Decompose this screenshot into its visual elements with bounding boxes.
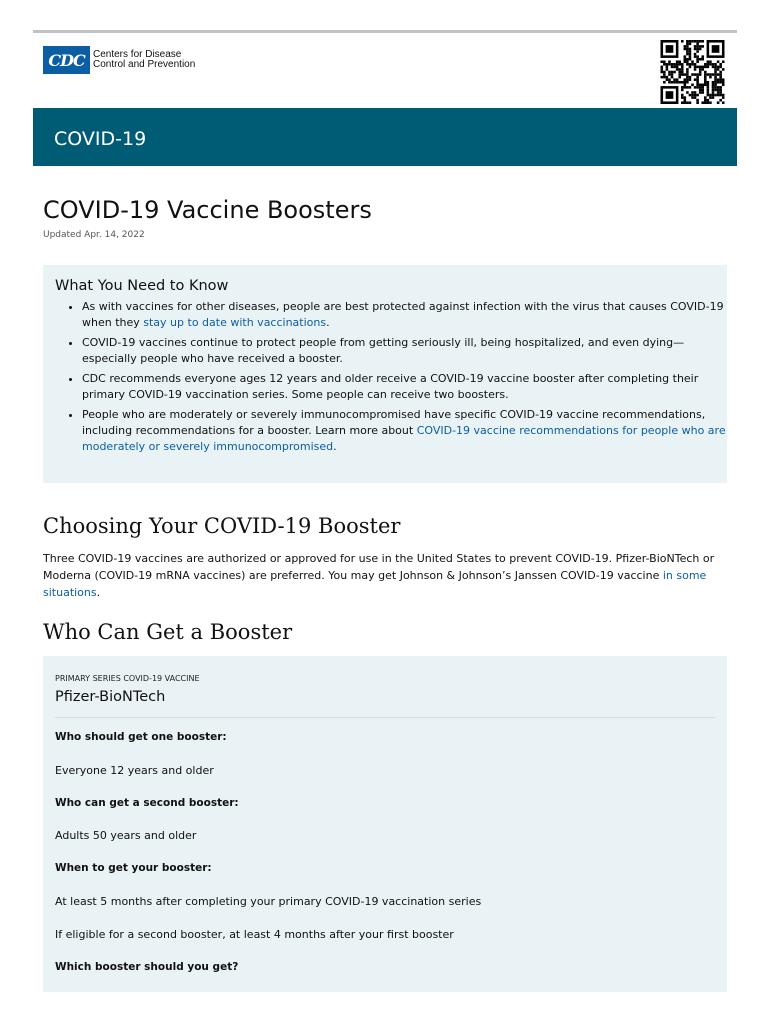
what-you-need-to-know-box: [43, 265, 727, 483]
choosing-text-end: .: [96, 586, 101, 599]
org-name-line1: Centers for Disease: [93, 49, 182, 60]
section-banner: [33, 108, 737, 166]
list-item: [82, 299, 732, 331]
list-item: [82, 335, 732, 367]
vaccine-name: Pfizer-BioNTech: [55, 689, 166, 705]
list-item-text: .: [326, 316, 330, 329]
top-rule: [33, 30, 737, 33]
question-one-booster: Who should get one booster:: [55, 731, 227, 743]
list-item-text: COVID-19 vaccines continue to protect people from getting seriously ill, being hospitalized, and even dying—especially people who have received a booster.: [82, 336, 685, 365]
qr-code-icon: [659, 40, 726, 104]
cdc-logo-mark: [43, 46, 90, 74]
choosing-text-body: Three COVID-19 vaccines are authorized or approved for use in the United States to prevent COVID-19. Pfizer-BioNTech or Moderna (COVID-19 mRNA vaccines) are preferred. You may get Johnson & Johnson’s Janssen COVID-19 vaccine: [43, 552, 715, 582]
know-box-title: What You Need to Know: [55, 278, 229, 294]
vaccine-card: [43, 656, 727, 992]
stay-up-to-date-link[interactable]: stay up to date with vaccinations: [143, 316, 327, 329]
cdc-logo[interactable]: [43, 46, 195, 74]
question-second-booster: Who can get a second booster:: [55, 797, 239, 809]
answer-one-booster: Everyone 12 years and older: [55, 764, 214, 777]
cdc-logo-text: [93, 50, 195, 70]
choosing-heading: Choosing Your COVID-19 Booster: [43, 514, 401, 538]
vaccine-card-label: PRIMARY SERIES COVID-19 VACCINE: [55, 674, 200, 683]
list-item: [82, 371, 732, 403]
vaccine-card-divider: [55, 717, 715, 718]
who-heading: Who Can Get a Booster: [43, 620, 293, 644]
in-some-situations-link[interactable]: in some situations: [43, 569, 707, 599]
immunocompromised-link[interactable]: COVID-19 vaccine recommendations for people who are moderately or severely immunocompromised: [82, 424, 726, 453]
answer-when-2: If eligible for a second booster, at least 4 months after your first booster: [55, 928, 454, 941]
list-item-text: CDC recommends everyone ages 12 years and older receive a COVID-19 vaccine booster after completing their primary COVID-19 vaccination series. Some people can receive two boosters.: [82, 372, 699, 401]
answer-when-1: At least 5 months after completing your primary COVID-19 vaccination series: [55, 895, 482, 908]
list-item-text: .: [333, 440, 337, 453]
cdc-logo-letters: CDC: [48, 50, 85, 70]
list-item-text: People who are moderately or severely immunocompromised have specific COVID-19 vaccine recommendations, including recommendations for a booster. Learn more about: [82, 408, 706, 437]
know-list: [55, 299, 732, 459]
question-when: When to get your booster:: [55, 862, 212, 874]
banner-title[interactable]: COVID-19: [54, 128, 147, 150]
answer-second-booster: Adults 50 years and older: [55, 829, 197, 842]
org-name-line2: Control and Prevention: [93, 59, 196, 70]
question-which-booster: Which booster should you get?: [55, 961, 239, 973]
list-item-text: As with vaccines for other diseases, people are best protected against infection with the virus that causes COVID-19 when they: [82, 300, 724, 329]
page-title: COVID-19 Vaccine Boosters: [43, 196, 372, 224]
list-item: [82, 407, 732, 455]
updated-date: Updated Apr. 14, 2022: [43, 230, 145, 240]
choosing-text: [43, 550, 727, 601]
